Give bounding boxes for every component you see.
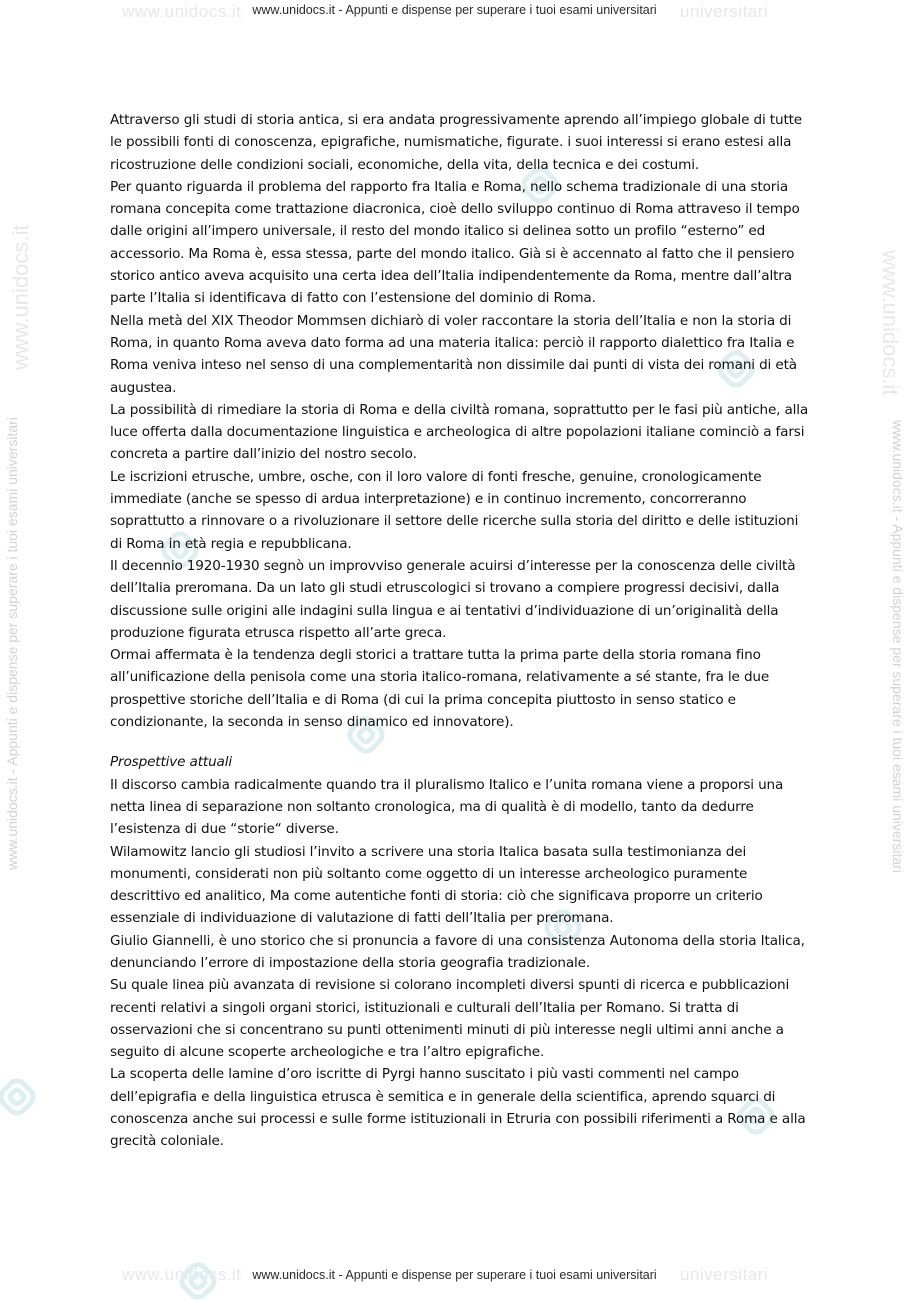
paragraph: Nella metà del XIX Theodor Mommsen dichiarò di voler raccontare la storia dell’Italia e non la storia di Roma, in quanto Roma aveva dato forma ad una materia italica: perciò il rapporto dialettico fra Italia e Roma veniva inteso nel senso di una complementarità non dissimile dai punti di vista dei romani di età augustea. xyxy=(110,312,797,396)
footer-watermark: www.unidocs.it - Appunti e dispense per superare i tuoi esami universitari xyxy=(252,1268,657,1282)
watermark-faded-top-right: universitari xyxy=(680,2,769,21)
section-heading: Prospettive attuali xyxy=(110,754,232,771)
watermark-faded-bottom-left: www.unidocs.it xyxy=(122,1265,242,1284)
side-watermark-right: www.unidocs.it - Appunti e dispense per superare i tuoi esami universitari xyxy=(890,420,906,873)
watermark-faded-bottom-right: universitari xyxy=(680,1265,769,1284)
side-watermark-left-faded: www.unidocs.it xyxy=(8,224,33,370)
watermark-faded-top-left: www.unidocs.it xyxy=(122,2,242,21)
paragraph: Su quale linea più avanzata di revisione si colorano incompleti diversi spunti di ricerca e pubblicazioni recenti relativi a singoli organi storici, istituzionali e culturali dell’Italia per Romano. Si tratta di osservazioni che si concentrano su punti ottenimenti minuti di più interesse negli ultimi anni anche a seguito di alcune scoperte archeologiche e tra l’altro epigrafiche. xyxy=(110,977,790,1061)
watermark-logo-icon xyxy=(175,1258,221,1304)
header-watermark: www.unidocs.it - Appunti e dispense per superare i tuoi esami universitari xyxy=(252,3,657,17)
paragraph: Wilamowitz lancio gli studiosi l’invito a scrivere una storia Italica basata sulla testimonianza dei monumenti, considerati non più soltanto come oggetto di un interesse archeologico puramente descrittivo ed analitico, Ma come autentiche fonti di storia: ciò che significava proporre un criterio essenziale di individuazione di valutazione di fatti dell’Italia per preromana. xyxy=(110,843,763,927)
paragraph: Attraverso gli studi di storia antica, si era andata progressivamente aprendo all’impiego globale di tutte le possibili fonti di conoscenza, epigrafiche, numismatiche, figurate. i suoi interessi si erano estesi alla ricostruzione delle condizioni sociali, economiche, della vita, della tecnica e dei costumi. xyxy=(110,112,803,173)
paragraph: Le iscrizioni etrusche, umbre, osche, con il loro valore di fonti fresche, genuine, cronologicamente immediate (anche se spesso di ardua interpretazione) e in continuo incremento, concorreranno soprattutto a rinnovare o a rivoluzionare il settore delle ricerche sulla storia del diritto e delle istituzioni di Roma in età regia e repubblicana. xyxy=(110,468,799,552)
paragraph: Il decennio 1920-1930 segnò un improvviso generale acuirsi d’interesse per la conoscenza delle civiltà dell’Italia preromana. Da un lato gli studi etruscologici si trovano a compiere progressi decisivi, dalla discussione sulle origini alle indagini sulla lingua e ai tentativi d’individuazione di un’originalità della produzione figurata etrusca rispetto all’arte greca. xyxy=(110,557,796,641)
paragraph: Giulio Giannelli, è uno storico che si pronuncia a favore di una consistenza Autonoma della storia Italica, denunciando l’errore di impostazione della storia geografia tradizionale. xyxy=(110,932,805,971)
paragraph: Il discorso cambia radicalmente quando tra il pluralismo Italico e l’unita romana viene a proporsi una netta linea di separazione non soltanto cronologica, ma di qualità è di modello, tanto da dedurre l’esistenza di due “storie“ diverse. xyxy=(110,776,784,838)
side-watermark-left: www.unidocs.it - Appunti e dispense per superare i tuoi esami universitari xyxy=(4,417,20,870)
paragraph: La possibilità di rimediare la storia di Roma e della civiltà romana, soprattutto per le fasi più antiche, alla luce offerta dalla documentazione linguistica e archeologica di altre popolazioni italiane cominciò a farsi concreta a partire dall’inizio del nostro secolo. xyxy=(110,401,809,463)
document-body xyxy=(110,109,810,1153)
paragraph: Ormai affermata è la tendenza degli storici a trattare tutta la prima parte della storia romana fino all’unificazione della penisola come una storia italico-romana, relativamente a sé stante, fra le due prospettive storiche dell’Italia e di Roma (di cui la prima concepita piuttosto in senso statico e condizionante, la seconda in senso dinamico ed innovatore). xyxy=(110,647,770,731)
paragraph: Per quanto riguarda il problema del rapporto fra Italia e Roma, nello schema tradizionale di una storia romana concepita come trattazione diacronica, cioè dello sviluppo continuo di Roma attraveso il tempo dalle origini all’impero universale, il resto del mondo italico si delinea sotto un profilo “esterno” ed accessorio. Ma Roma è, essa stessa, parte del mondo italico. Già si è accennato al fatto che il pensiero storico antico aveva acquisito una certa idea dell’Italia indipendentemente da Roma, mentre dall’altra parte l’Italia si identificava di fatto con l’estensione del dominio di Roma. xyxy=(110,178,800,307)
paragraph: La scoperta delle lamine d’oro iscritte di Pyrgi hanno suscitato i più vasti commenti nel campo dell’epigrafia e della linguistica etrusca è semitica e in generale della scientifica, aprendo squarci di conoscenza anche sui processi e sulle forme istituzionali in Etruria con possibili riferimenti a Roma e alla grecità coloniale. xyxy=(110,1066,806,1150)
side-watermark-right-faded: www.unidocs.it xyxy=(878,250,903,396)
watermark-logo-icon xyxy=(0,1074,40,1120)
